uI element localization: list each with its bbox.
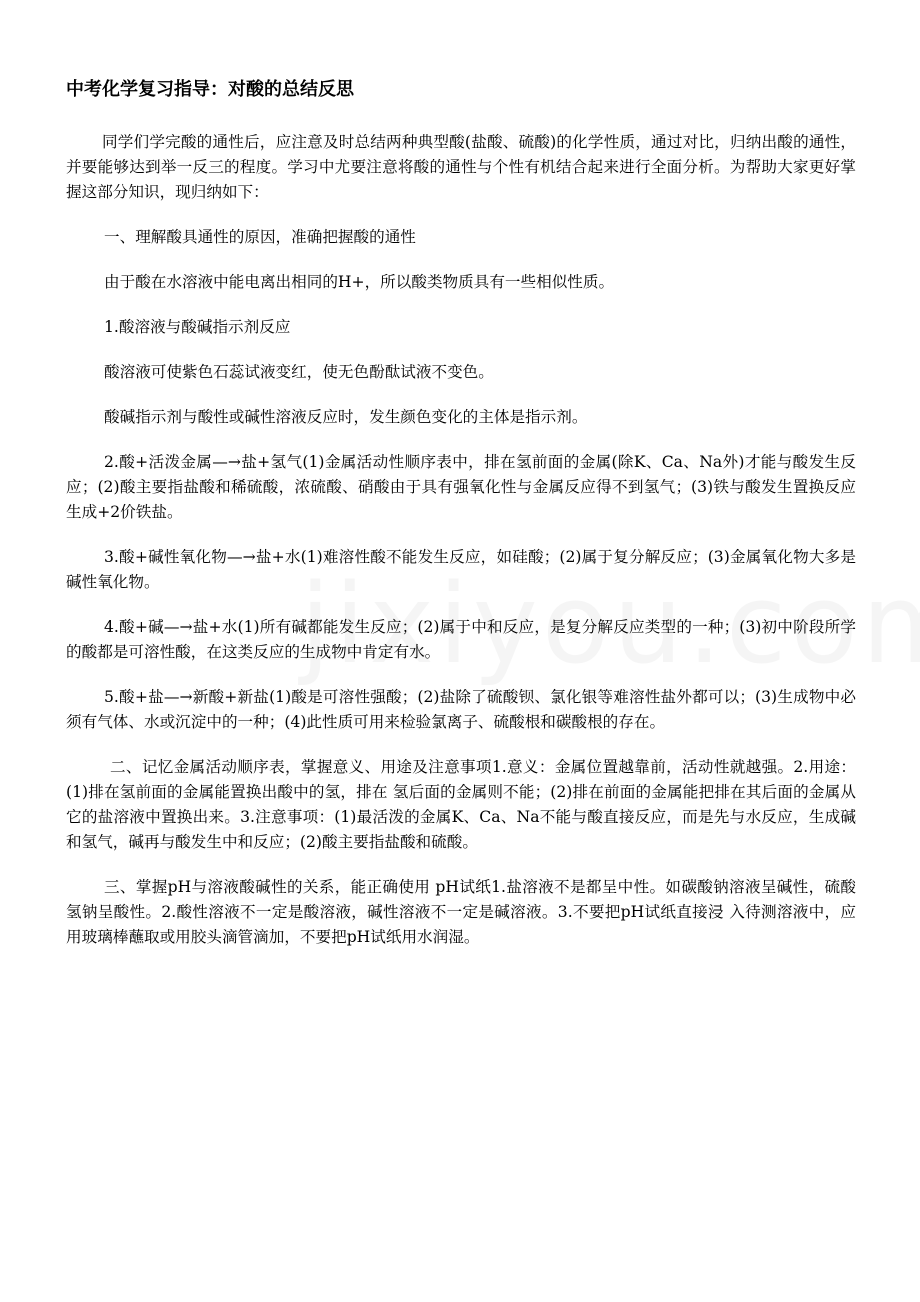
item-3-paragraph: 3.酸+碱性氧化物—→盐+水(1)难溶性酸不能发生反应，如硅酸；(2)属于复分解反应；(3)金属氧化物大多是碱性氧化物。 (66, 548, 856, 591)
section-3-paragraph: 三、掌握pH与溶液酸碱性的关系，能正确使用 pH试纸1.盐溶液不是都呈中性。如碳酸钠溶液呈碱性，硫酸氢钠呈酸性。2.酸性溶液不一定是酸溶液，碱性溶液不一定是碱溶液。3.不要把pH试纸直接浸 入待测溶液中，应用玻璃棒蘸取或用胶头滴管滴加，不要把pH试纸用水润湿。 (66, 878, 856, 946)
intro-paragraph: 同学们学完酸的通性后，应注意及时总结两种典型酸(盐酸、硫酸)的化学性质，通过对比，归纳出酸的通性，并要能够达到举一反三的程度。学习中尤要注意将酸的通性与个性有机结合起来进行全面分析。为帮助大家更好掌握这部分知识，现归纳如下： (66, 133, 856, 201)
document-body (66, 70, 856, 970)
paragraph-indicator-subject: 酸碱指示剂与酸性或碱性溶液反应时，发生颜色变化的主体是指示剂。 (104, 408, 588, 426)
section-2-paragraph: 二、记忆金属活动顺序表，掌握意义、用途及注意事项1.意义：金属位置越靠前，活动性就越强。2.用途：(1)排在氢前面的金属能置换出酸中的氢，排在 氢后面的金属则不能；(2)排在前面的金属能把排在其后面的金属从它的盐溶液中置换出来。3.注意事项：(1)最活泼的金属K、Ca、Na不能与酸直接反应，而是先与水反应，生成碱和氢气，碱再与酸发生中和反应；(2)酸主要指盐酸和硫酸。 (66, 758, 856, 851)
item-1-heading: 1.酸溶液与酸碱指示剂反应 (104, 318, 291, 336)
item-2-paragraph: 2.酸+活泼金属—→盐+氢气(1)金属活动性顺序表中，排在氢前面的金属(除K、Ca、Na外)才能与酸发生反应；(2)酸主要指盐酸和稀硫酸，浓硫酸、硝酸由于具有强氧化性与金属反应得不到氢气；(3)铁与酸发生置换反应生成+2价铁盐。 (66, 453, 856, 521)
section-1-heading: 一、理解酸具通性的原因，准确把握酸的通性 (104, 228, 416, 246)
document-title: 中考化学复习指导：对酸的总结反思 (66, 79, 354, 100)
item-5-paragraph: 5.酸+盐—→新酸+新盐(1)酸是可溶性强酸；(2)盐除了硫酸钡、氯化银等难溶性盐外都可以；(3)生成物中必须有气体、水或沉淀中的一种；(4)此性质可用来检验氯离子、硫酸根和碳酸根的存在。 (66, 688, 856, 731)
item-4-paragraph: 4.酸+碱—→盐+水(1)所有碱都能发生反应；(2)属于中和反应，是复分解反应类型的一种；(3)初中阶段所学的酸都是可溶性酸，在这类反应的生成物中肯定有水。 (66, 618, 856, 661)
paragraph-ionization: 由于酸在水溶液中能电离出相同的H+，所以酸类物质具有一些相似性质。 (104, 273, 615, 291)
paragraph-indicator-color: 酸溶液可使紫色石蕊试液变红，使无色酚酞试液不变色。 (104, 363, 494, 381)
